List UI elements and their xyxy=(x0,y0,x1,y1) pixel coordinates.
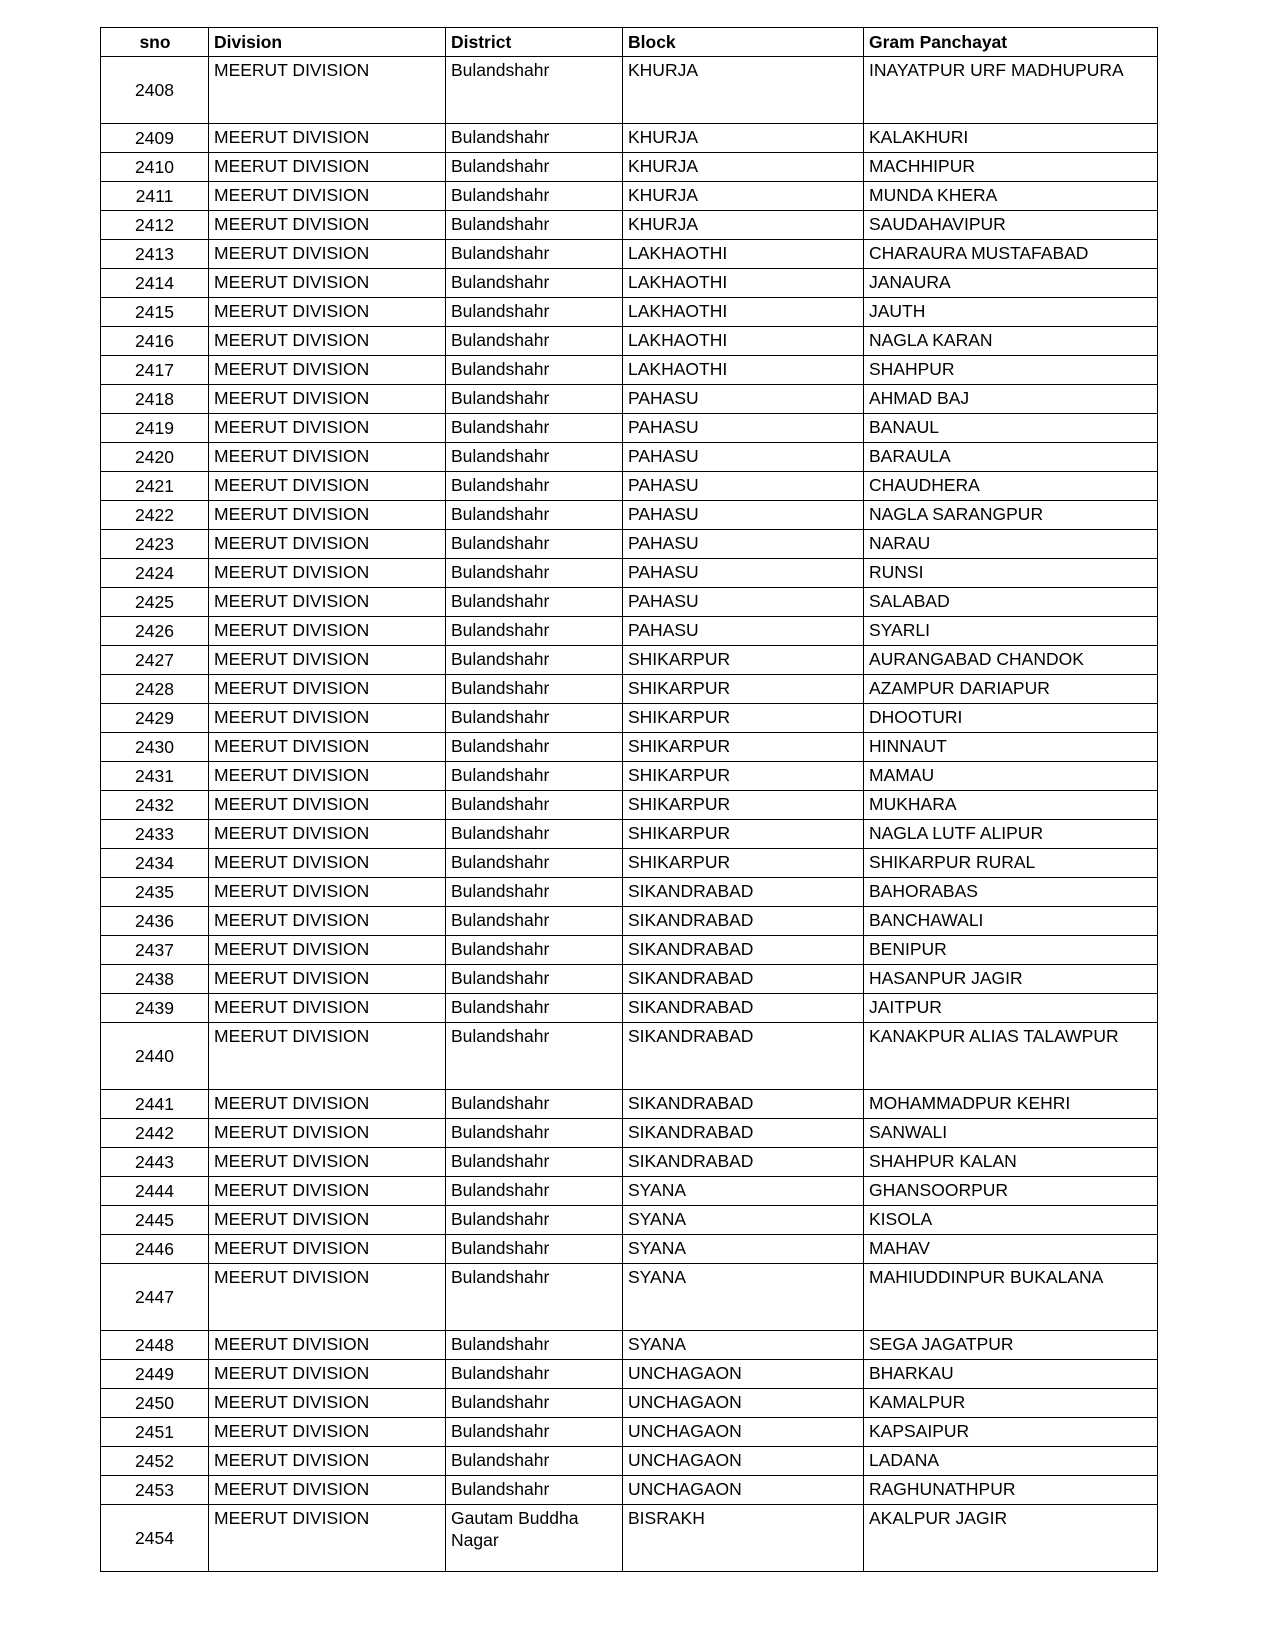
cell-block: SHIKARPUR xyxy=(623,733,864,762)
cell-gram-panchayat: HINNAUT xyxy=(864,733,1158,762)
cell-sno: 2419 xyxy=(101,414,209,443)
cell-district: Bulandshahr xyxy=(446,965,623,994)
table-row xyxy=(101,791,1158,820)
cell-division: MEERUT DIVISION xyxy=(209,1418,446,1447)
cell-district: Bulandshahr xyxy=(446,182,623,211)
cell-block: SIKANDRABAD xyxy=(623,965,864,994)
cell-division: MEERUT DIVISION xyxy=(209,327,446,356)
cell-division: MEERUT DIVISION xyxy=(209,1090,446,1119)
cell-sno: 2409 xyxy=(101,124,209,153)
cell-gram-panchayat: BANCHAWALI xyxy=(864,907,1158,936)
cell-division: MEERUT DIVISION xyxy=(209,1389,446,1418)
cell-division: MEERUT DIVISION xyxy=(209,124,446,153)
cell-district: Bulandshahr xyxy=(446,559,623,588)
cell-block: SYANA xyxy=(623,1264,864,1331)
cell-division: MEERUT DIVISION xyxy=(209,1360,446,1389)
cell-block: LAKHAOTHI xyxy=(623,269,864,298)
cell-sno: 2424 xyxy=(101,559,209,588)
cell-block: PAHASU xyxy=(623,617,864,646)
cell-sno: 2437 xyxy=(101,936,209,965)
cell-block: LAKHAOTHI xyxy=(623,356,864,385)
cell-division: MEERUT DIVISION xyxy=(209,472,446,501)
cell-division: MEERUT DIVISION xyxy=(209,1177,446,1206)
table-row xyxy=(101,1389,1158,1418)
cell-block: KHURJA xyxy=(623,211,864,240)
cell-sno: 2414 xyxy=(101,269,209,298)
cell-division: MEERUT DIVISION xyxy=(209,733,446,762)
cell-district: Bulandshahr xyxy=(446,57,623,124)
cell-sno: 2430 xyxy=(101,733,209,762)
cell-sno: 2444 xyxy=(101,1177,209,1206)
cell-division: MEERUT DIVISION xyxy=(209,385,446,414)
cell-district: Bulandshahr xyxy=(446,588,623,617)
table-row xyxy=(101,298,1158,327)
table-row xyxy=(101,530,1158,559)
cell-block: PAHASU xyxy=(623,530,864,559)
table-row xyxy=(101,849,1158,878)
column-header-division: Division xyxy=(209,28,446,57)
cell-block: SYANA xyxy=(623,1177,864,1206)
cell-division: MEERUT DIVISION xyxy=(209,1206,446,1235)
cell-gram-panchayat: MAHIUDDINPUR BUKALANA xyxy=(864,1264,1158,1331)
cell-gram-panchayat: NAGLA LUTF ALIPUR xyxy=(864,820,1158,849)
table-row xyxy=(101,820,1158,849)
cell-sno: 2425 xyxy=(101,588,209,617)
cell-sno: 2441 xyxy=(101,1090,209,1119)
cell-district: Bulandshahr xyxy=(446,1418,623,1447)
column-header-sno: sno xyxy=(101,28,209,57)
cell-gram-panchayat: SEGA JAGATPUR xyxy=(864,1331,1158,1360)
cell-district: Bulandshahr xyxy=(446,762,623,791)
cell-sno: 2434 xyxy=(101,849,209,878)
cell-sno: 2440 xyxy=(101,1023,209,1090)
table-row xyxy=(101,1505,1158,1572)
cell-district: Bulandshahr xyxy=(446,153,623,182)
cell-district: Bulandshahr xyxy=(446,530,623,559)
cell-sno: 2411 xyxy=(101,182,209,211)
table-row xyxy=(101,1331,1158,1360)
cell-district: Bulandshahr xyxy=(446,1331,623,1360)
table-row xyxy=(101,124,1158,153)
cell-division: MEERUT DIVISION xyxy=(209,617,446,646)
table-row xyxy=(101,1177,1158,1206)
cell-district: Bulandshahr xyxy=(446,1090,623,1119)
cell-gram-panchayat: KAMALPUR xyxy=(864,1389,1158,1418)
cell-sno: 2418 xyxy=(101,385,209,414)
table-row xyxy=(101,472,1158,501)
cell-gram-panchayat: LADANA xyxy=(864,1447,1158,1476)
table-row xyxy=(101,559,1158,588)
cell-gram-panchayat: BENIPUR xyxy=(864,936,1158,965)
cell-gram-panchayat: BHARKAU xyxy=(864,1360,1158,1389)
cell-gram-panchayat: GHANSOORPUR xyxy=(864,1177,1158,1206)
cell-district: Bulandshahr xyxy=(446,907,623,936)
cell-district: Bulandshahr xyxy=(446,936,623,965)
table-row xyxy=(101,501,1158,530)
cell-gram-panchayat: AURANGABAD CHANDOK xyxy=(864,646,1158,675)
cell-gram-panchayat: INAYATPUR URF MADHUPURA xyxy=(864,57,1158,124)
cell-block: SHIKARPUR xyxy=(623,849,864,878)
cell-district: Bulandshahr xyxy=(446,849,623,878)
table-row xyxy=(101,588,1158,617)
cell-gram-panchayat: MACHHIPUR xyxy=(864,153,1158,182)
cell-gram-panchayat: KAPSAIPUR xyxy=(864,1418,1158,1447)
cell-division: MEERUT DIVISION xyxy=(209,1476,446,1505)
cell-sno: 2451 xyxy=(101,1418,209,1447)
cell-sno: 2431 xyxy=(101,762,209,791)
table-row xyxy=(101,1119,1158,1148)
cell-district: Bulandshahr xyxy=(446,1023,623,1090)
cell-sno: 2433 xyxy=(101,820,209,849)
cell-gram-panchayat: JANAURA xyxy=(864,269,1158,298)
cell-district: Bulandshahr xyxy=(446,414,623,443)
cell-district: Bulandshahr xyxy=(446,994,623,1023)
cell-block: SIKANDRABAD xyxy=(623,1148,864,1177)
cell-gram-panchayat: BAHORABAS xyxy=(864,878,1158,907)
cell-division: MEERUT DIVISION xyxy=(209,211,446,240)
cell-division: MEERUT DIVISION xyxy=(209,994,446,1023)
cell-block: KHURJA xyxy=(623,153,864,182)
column-header-gram-panchayat: Gram Panchayat xyxy=(864,28,1158,57)
table-header xyxy=(101,28,1158,57)
table-row xyxy=(101,646,1158,675)
cell-sno: 2436 xyxy=(101,907,209,936)
cell-district: Bulandshahr xyxy=(446,1360,623,1389)
cell-gram-panchayat: CHARAURA MUSTAFABAD xyxy=(864,240,1158,269)
cell-division: MEERUT DIVISION xyxy=(209,965,446,994)
table-row xyxy=(101,704,1158,733)
cell-sno: 2443 xyxy=(101,1148,209,1177)
cell-sno: 2447 xyxy=(101,1264,209,1331)
table-row xyxy=(101,1235,1158,1264)
cell-block: SYANA xyxy=(623,1206,864,1235)
cell-sno: 2422 xyxy=(101,501,209,530)
table-row xyxy=(101,965,1158,994)
cell-gram-panchayat: MUKHARA xyxy=(864,791,1158,820)
cell-district: Bulandshahr xyxy=(446,1447,623,1476)
cell-block: SYANA xyxy=(623,1331,864,1360)
cell-sno: 2439 xyxy=(101,994,209,1023)
cell-block: SIKANDRABAD xyxy=(623,1090,864,1119)
cell-district: Bulandshahr xyxy=(446,1476,623,1505)
cell-gram-panchayat: AKALPUR JAGIR xyxy=(864,1505,1158,1572)
cell-district: Bulandshahr xyxy=(446,1119,623,1148)
table-row xyxy=(101,1447,1158,1476)
cell-block: SIKANDRABAD xyxy=(623,1023,864,1090)
cell-sno: 2445 xyxy=(101,1206,209,1235)
cell-gram-panchayat: MOHAMMADPUR KEHRI xyxy=(864,1090,1158,1119)
cell-district: Bulandshahr xyxy=(446,878,623,907)
table-row xyxy=(101,762,1158,791)
cell-sno: 2408 xyxy=(101,57,209,124)
table-row xyxy=(101,1476,1158,1505)
cell-division: MEERUT DIVISION xyxy=(209,762,446,791)
cell-sno: 2426 xyxy=(101,617,209,646)
table-row xyxy=(101,385,1158,414)
cell-gram-panchayat: SHAHPUR KALAN xyxy=(864,1148,1158,1177)
cell-block: SYANA xyxy=(623,1235,864,1264)
cell-block: SIKANDRABAD xyxy=(623,994,864,1023)
cell-district: Bulandshahr xyxy=(446,124,623,153)
cell-gram-panchayat: SHAHPUR xyxy=(864,356,1158,385)
cell-district: Bulandshahr xyxy=(446,704,623,733)
cell-gram-panchayat: BARAULA xyxy=(864,443,1158,472)
cell-division: MEERUT DIVISION xyxy=(209,356,446,385)
document-page xyxy=(100,27,1157,1572)
table-row xyxy=(101,1206,1158,1235)
cell-gram-panchayat: KALAKHURI xyxy=(864,124,1158,153)
cell-sno: 2421 xyxy=(101,472,209,501)
cell-sno: 2442 xyxy=(101,1119,209,1148)
cell-district: Bulandshahr xyxy=(446,1206,623,1235)
table-header-row xyxy=(101,28,1158,57)
cell-block: KHURJA xyxy=(623,124,864,153)
cell-gram-panchayat: AHMAD BAJ xyxy=(864,385,1158,414)
table-row xyxy=(101,936,1158,965)
table-row xyxy=(101,1148,1158,1177)
cell-gram-panchayat: MAMAU xyxy=(864,762,1158,791)
cell-sno: 2452 xyxy=(101,1447,209,1476)
cell-district: Bulandshahr xyxy=(446,240,623,269)
cell-sno: 2420 xyxy=(101,443,209,472)
table-row xyxy=(101,1023,1158,1090)
cell-gram-panchayat: SANWALI xyxy=(864,1119,1158,1148)
cell-district: Bulandshahr xyxy=(446,211,623,240)
cell-division: MEERUT DIVISION xyxy=(209,153,446,182)
table-row xyxy=(101,443,1158,472)
cell-gram-panchayat: NAGLA KARAN xyxy=(864,327,1158,356)
cell-gram-panchayat: KANAKPUR ALIAS TALAWPUR xyxy=(864,1023,1158,1090)
table-row xyxy=(101,675,1158,704)
cell-gram-panchayat: NAGLA SARANGPUR xyxy=(864,501,1158,530)
cell-district: Bulandshahr xyxy=(446,298,623,327)
cell-division: MEERUT DIVISION xyxy=(209,1023,446,1090)
cell-block: KHURJA xyxy=(623,57,864,124)
cell-block: PAHASU xyxy=(623,588,864,617)
cell-sno: 2454 xyxy=(101,1505,209,1572)
cell-district: Bulandshahr xyxy=(446,646,623,675)
cell-sno: 2448 xyxy=(101,1331,209,1360)
cell-division: MEERUT DIVISION xyxy=(209,849,446,878)
cell-gram-panchayat: MUNDA KHERA xyxy=(864,182,1158,211)
cell-division: MEERUT DIVISION xyxy=(209,530,446,559)
cell-sno: 2449 xyxy=(101,1360,209,1389)
table-row xyxy=(101,414,1158,443)
cell-block: SIKANDRABAD xyxy=(623,907,864,936)
table-row xyxy=(101,240,1158,269)
cell-district: Bulandshahr xyxy=(446,443,623,472)
cell-gram-panchayat: KISOLA xyxy=(864,1206,1158,1235)
cell-block: UNCHAGAON xyxy=(623,1360,864,1389)
cell-district: Gautam Buddha Nagar xyxy=(446,1505,623,1572)
cell-division: MEERUT DIVISION xyxy=(209,791,446,820)
cell-gram-panchayat: RUNSI xyxy=(864,559,1158,588)
cell-district: Bulandshahr xyxy=(446,1389,623,1418)
cell-division: MEERUT DIVISION xyxy=(209,704,446,733)
cell-division: MEERUT DIVISION xyxy=(209,907,446,936)
cell-division: MEERUT DIVISION xyxy=(209,936,446,965)
cell-gram-panchayat: RAGHUNATHPUR xyxy=(864,1476,1158,1505)
cell-block: UNCHAGAON xyxy=(623,1418,864,1447)
cell-sno: 2432 xyxy=(101,791,209,820)
cell-block: LAKHAOTHI xyxy=(623,298,864,327)
cell-block: SHIKARPUR xyxy=(623,762,864,791)
cell-block: BISRAKH xyxy=(623,1505,864,1572)
cell-block: PAHASU xyxy=(623,443,864,472)
cell-division: MEERUT DIVISION xyxy=(209,1264,446,1331)
cell-gram-panchayat: MAHAV xyxy=(864,1235,1158,1264)
cell-block: SIKANDRABAD xyxy=(623,1119,864,1148)
table-row xyxy=(101,1090,1158,1119)
cell-sno: 2416 xyxy=(101,327,209,356)
cell-sno: 2423 xyxy=(101,530,209,559)
column-header-block: Block xyxy=(623,28,864,57)
table-row xyxy=(101,878,1158,907)
cell-district: Bulandshahr xyxy=(446,501,623,530)
cell-gram-panchayat: BANAUL xyxy=(864,414,1158,443)
cell-division: MEERUT DIVISION xyxy=(209,646,446,675)
cell-division: MEERUT DIVISION xyxy=(209,878,446,907)
cell-block: PAHASU xyxy=(623,414,864,443)
cell-district: Bulandshahr xyxy=(446,269,623,298)
cell-district: Bulandshahr xyxy=(446,791,623,820)
cell-district: Bulandshahr xyxy=(446,472,623,501)
cell-district: Bulandshahr xyxy=(446,385,623,414)
cell-gram-panchayat: SAUDAHAVIPUR xyxy=(864,211,1158,240)
cell-division: MEERUT DIVISION xyxy=(209,182,446,211)
cell-gram-panchayat: SALABAD xyxy=(864,588,1158,617)
table-row xyxy=(101,907,1158,936)
cell-gram-panchayat: HASANPUR JAGIR xyxy=(864,965,1158,994)
cell-sno: 2427 xyxy=(101,646,209,675)
cell-block: SHIKARPUR xyxy=(623,675,864,704)
cell-sno: 2413 xyxy=(101,240,209,269)
cell-district: Bulandshahr xyxy=(446,1235,623,1264)
cell-sno: 2446 xyxy=(101,1235,209,1264)
cell-block: KHURJA xyxy=(623,182,864,211)
table-row xyxy=(101,1360,1158,1389)
cell-division: MEERUT DIVISION xyxy=(209,1235,446,1264)
cell-block: UNCHAGAON xyxy=(623,1447,864,1476)
cell-district: Bulandshahr xyxy=(446,617,623,646)
table-row xyxy=(101,1264,1158,1331)
cell-division: MEERUT DIVISION xyxy=(209,269,446,298)
cell-gram-panchayat: JAUTH xyxy=(864,298,1158,327)
cell-district: Bulandshahr xyxy=(446,733,623,762)
cell-block: SHIKARPUR xyxy=(623,704,864,733)
cell-block: SIKANDRABAD xyxy=(623,936,864,965)
cell-division: MEERUT DIVISION xyxy=(209,298,446,327)
cell-district: Bulandshahr xyxy=(446,675,623,704)
cell-sno: 2450 xyxy=(101,1389,209,1418)
cell-sno: 2415 xyxy=(101,298,209,327)
cell-gram-panchayat: JAITPUR xyxy=(864,994,1158,1023)
cell-gram-panchayat: DHOOTURI xyxy=(864,704,1158,733)
cell-division: MEERUT DIVISION xyxy=(209,443,446,472)
cell-block: LAKHAOTHI xyxy=(623,327,864,356)
cell-division: MEERUT DIVISION xyxy=(209,240,446,269)
cell-division: MEERUT DIVISION xyxy=(209,1331,446,1360)
cell-division: MEERUT DIVISION xyxy=(209,501,446,530)
table-row xyxy=(101,327,1158,356)
cell-division: MEERUT DIVISION xyxy=(209,1505,446,1572)
cell-division: MEERUT DIVISION xyxy=(209,588,446,617)
cell-block: SIKANDRABAD xyxy=(623,878,864,907)
cell-block: SHIKARPUR xyxy=(623,820,864,849)
cell-sno: 2412 xyxy=(101,211,209,240)
cell-sno: 2435 xyxy=(101,878,209,907)
cell-block: PAHASU xyxy=(623,385,864,414)
cell-block: PAHASU xyxy=(623,559,864,588)
cell-sno: 2410 xyxy=(101,153,209,182)
cell-division: MEERUT DIVISION xyxy=(209,559,446,588)
cell-district: Bulandshahr xyxy=(446,1264,623,1331)
table-row xyxy=(101,182,1158,211)
cell-gram-panchayat: SYARLI xyxy=(864,617,1158,646)
cell-district: Bulandshahr xyxy=(446,1148,623,1177)
cell-gram-panchayat: NARAU xyxy=(864,530,1158,559)
cell-division: MEERUT DIVISION xyxy=(209,1447,446,1476)
cell-block: PAHASU xyxy=(623,472,864,501)
cell-district: Bulandshahr xyxy=(446,327,623,356)
cell-block: SHIKARPUR xyxy=(623,791,864,820)
cell-block: LAKHAOTHI xyxy=(623,240,864,269)
cell-division: MEERUT DIVISION xyxy=(209,820,446,849)
cell-division: MEERUT DIVISION xyxy=(209,675,446,704)
cell-block: SHIKARPUR xyxy=(623,646,864,675)
table-row xyxy=(101,1418,1158,1447)
cell-gram-panchayat: SHIKARPUR RURAL xyxy=(864,849,1158,878)
table-row xyxy=(101,211,1158,240)
cell-sno: 2438 xyxy=(101,965,209,994)
table-row xyxy=(101,994,1158,1023)
table-row xyxy=(101,356,1158,385)
table-row xyxy=(101,269,1158,298)
cell-block: UNCHAGAON xyxy=(623,1389,864,1418)
table-row xyxy=(101,153,1158,182)
cell-district: Bulandshahr xyxy=(446,820,623,849)
cell-gram-panchayat: AZAMPUR DARIAPUR xyxy=(864,675,1158,704)
cell-block: UNCHAGAON xyxy=(623,1476,864,1505)
cell-gram-panchayat: CHAUDHERA xyxy=(864,472,1158,501)
table-body xyxy=(101,57,1158,1572)
cell-sno: 2453 xyxy=(101,1476,209,1505)
cell-sno: 2428 xyxy=(101,675,209,704)
cell-sno: 2429 xyxy=(101,704,209,733)
gram-panchayat-table xyxy=(100,27,1158,1572)
table-row xyxy=(101,617,1158,646)
cell-sno: 2417 xyxy=(101,356,209,385)
cell-block: PAHASU xyxy=(623,501,864,530)
table-row xyxy=(101,733,1158,762)
cell-division: MEERUT DIVISION xyxy=(209,1119,446,1148)
cell-division: MEERUT DIVISION xyxy=(209,57,446,124)
cell-division: MEERUT DIVISION xyxy=(209,414,446,443)
cell-district: Bulandshahr xyxy=(446,1177,623,1206)
cell-district: Bulandshahr xyxy=(446,356,623,385)
column-header-district: District xyxy=(446,28,623,57)
cell-division: MEERUT DIVISION xyxy=(209,1148,446,1177)
table-row xyxy=(101,57,1158,124)
